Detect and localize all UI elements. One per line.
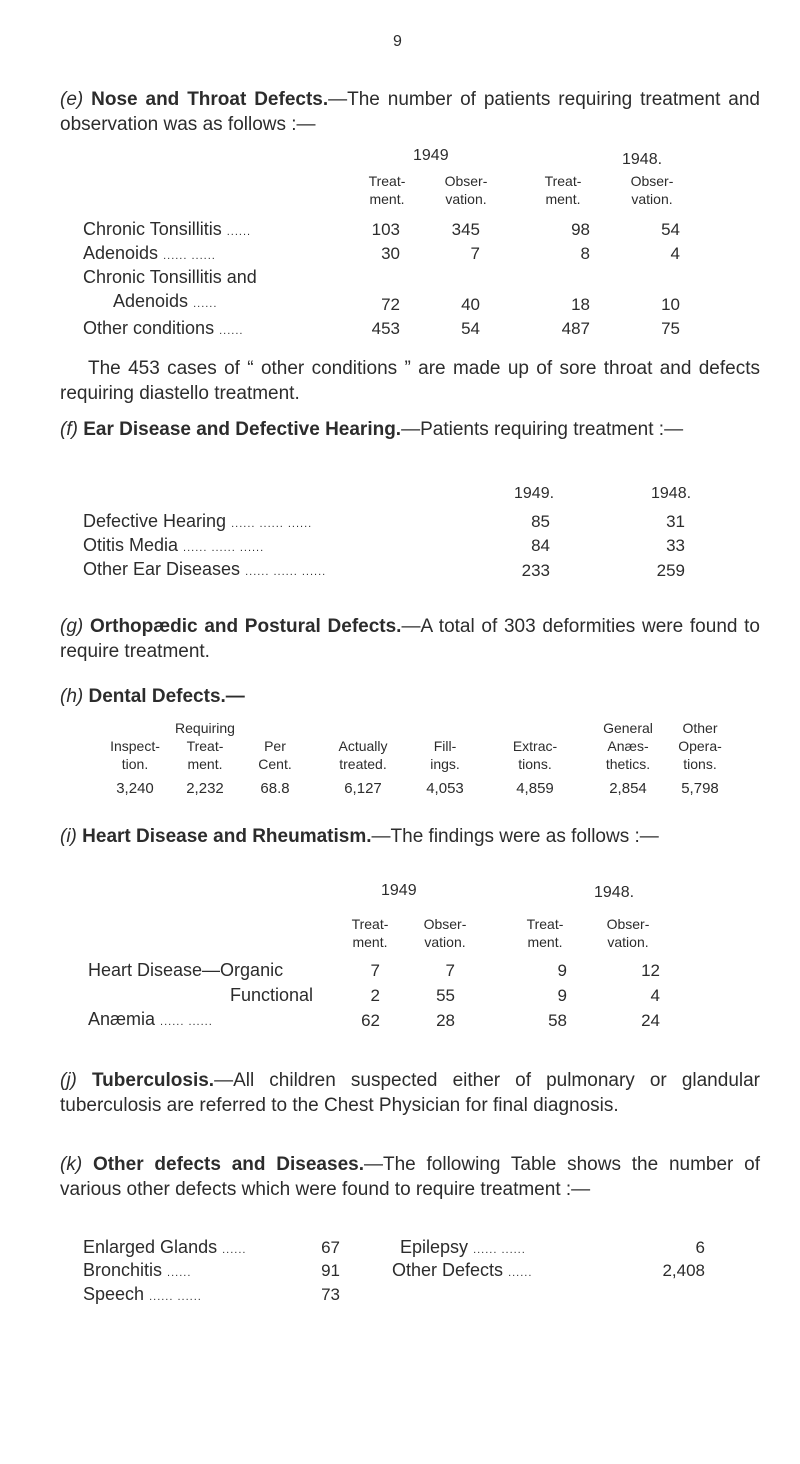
- cell: 233: [521, 561, 550, 580]
- heart-col-obs-a: Obser- vation.: [423, 916, 467, 950]
- section-intro: —The number of patients: [328, 89, 551, 110]
- heart-year-a: 1949: [381, 882, 417, 899]
- ear-year-b: 1948.: [651, 485, 692, 502]
- nt-col-treat-b: Treat- ment.: [544, 173, 582, 207]
- heart-year-b: 1948.: [594, 884, 635, 901]
- table-row-label: Chronic Tonsillitis ......: [83, 219, 252, 239]
- cell: 7: [470, 244, 480, 263]
- dental-value: 3,240: [116, 780, 154, 797]
- cell: 103: [371, 220, 400, 239]
- nt-col-treat-a: Treat- ment.: [368, 173, 406, 207]
- cell: 30: [381, 244, 400, 263]
- ear-year-a: 1949.: [514, 485, 555, 502]
- dental-heading: (h) Dental Defects.—: [60, 686, 245, 707]
- list-item: Enlarged Glands ......: [83, 1237, 247, 1257]
- cell: 24: [641, 1011, 660, 1030]
- cell: 9: [557, 961, 567, 980]
- dental-group-general: General: [603, 720, 653, 736]
- section-title: Nose and Throat Defects.: [91, 89, 329, 110]
- table-row-label: Otitis Media ...... ...... ......: [83, 535, 265, 555]
- cell: 40: [461, 295, 480, 314]
- tb-paragraph: (j) Tuberculosis.—All children suspected either of pulmonary or glandular tuberculosis are referred to the Chest Physician for final diagnosis.: [60, 1070, 760, 1116]
- list-item-value: 91: [321, 1261, 340, 1280]
- cell: 31: [666, 512, 685, 531]
- dental-col-header: Inspect- tion.: [110, 738, 160, 772]
- dental-value: 4,859: [516, 780, 554, 797]
- list-item: Epilepsy ...... ......: [400, 1237, 526, 1257]
- list-item: Bronchitis ......: [83, 1260, 192, 1280]
- cell: 8: [580, 244, 590, 263]
- cell: 12: [641, 961, 660, 980]
- list-item: Other Defects ......: [392, 1260, 533, 1280]
- dental-value: 4,053: [426, 780, 464, 797]
- dental-col-header: Per Cent.: [258, 738, 292, 772]
- cell: 10: [661, 295, 680, 314]
- dental-col-header: Extrac- tions.: [512, 738, 558, 772]
- nose-throat-note: The 453 cases of “ other conditions ” are made up of sore throat and defects requiring diastello treatment.: [60, 358, 760, 404]
- cell: 345: [451, 220, 480, 239]
- cell: 9: [557, 986, 567, 1005]
- cell: 98: [571, 220, 590, 239]
- cell: 7: [445, 961, 455, 980]
- table-row-label: Anæmia ...... ......: [88, 1009, 213, 1029]
- table-row-label: Other Ear Diseases ...... ...... ......: [83, 559, 327, 579]
- table-row-label: Heart Disease—Organic: [88, 960, 284, 980]
- other-paragraph: (k) Other defects and Diseases.—The following Table shows the number of various other defects which were found to require treatment :—: [60, 1154, 760, 1200]
- cell: 75: [661, 319, 680, 338]
- dental-value: 2,232: [186, 780, 224, 797]
- dental-col-header: Treat- ment.: [186, 738, 224, 772]
- cell: 2: [370, 986, 380, 1005]
- cell: 7: [370, 961, 380, 980]
- cell: 487: [561, 319, 590, 338]
- dental-value: 6,127: [344, 780, 382, 797]
- cell: 58: [548, 1011, 567, 1030]
- dental-value: 68.8: [260, 780, 290, 797]
- table-row-label: Other conditions ......: [83, 318, 244, 338]
- list-item-value: 2,408: [662, 1261, 705, 1280]
- heart-heading: (i) Heart Disease and Rheumatism.—The findings were as follows :—: [60, 826, 659, 847]
- dental-group-requiring: Requiring: [175, 720, 235, 736]
- nose-throat-heading: [60, 87, 760, 137]
- list-item-value: 67: [321, 1238, 340, 1257]
- dental-col-header: Anæs- thetics.: [605, 738, 651, 772]
- list-item: Speech ...... ......: [83, 1284, 202, 1304]
- cell: 28: [436, 1011, 455, 1030]
- cell: 259: [656, 561, 685, 580]
- cell: 72: [381, 295, 400, 314]
- list-item-value: 73: [321, 1285, 340, 1304]
- cell: 84: [531, 536, 550, 555]
- table-row-label: Chronic Tonsillitis and: [83, 267, 257, 287]
- cell: 18: [571, 295, 590, 314]
- dental-col-header: Fill- ings.: [430, 738, 460, 772]
- dental-group-other: Other: [682, 720, 718, 736]
- cell: 4: [670, 244, 680, 263]
- cell: 85: [531, 512, 550, 531]
- heart-col-treat-a: Treat- ment.: [351, 916, 389, 950]
- cell: 453: [371, 319, 400, 338]
- dental-col-header: Actually treated.: [338, 738, 388, 772]
- nt-year-b: 1948.: [622, 151, 663, 168]
- cell: 4: [650, 986, 660, 1005]
- section-marker: (e): [60, 89, 84, 110]
- dental-value: 5,798: [681, 780, 719, 797]
- cell: 33: [666, 536, 685, 555]
- heart-col-obs-b: Obser- vation.: [606, 916, 650, 950]
- table-row-label: Defective Hearing ...... ...... ......: [83, 511, 313, 531]
- table-row-label: Adenoids ......: [113, 291, 218, 311]
- ortho-paragraph: (g) Orthopædic and Postural Defects.—A total of 303 deformities were found to require treatment.: [60, 616, 761, 662]
- page-number: 9: [393, 33, 402, 50]
- dental-value: 2,854: [609, 780, 647, 797]
- cell: 55: [436, 986, 455, 1005]
- heart-col-treat-b: Treat- ment.: [526, 916, 564, 950]
- nt-col-obs-a: Obser- vation.: [444, 173, 488, 207]
- table-row-label: Functional: [230, 985, 314, 1005]
- dental-col-header: Opera- tions.: [678, 738, 722, 772]
- cell: 62: [361, 1011, 380, 1030]
- cell: 54: [461, 319, 480, 338]
- table-row-label: Adenoids ...... ......: [83, 243, 216, 263]
- section-intro-cont: requiring treatment and observation was as follows :—: [60, 89, 760, 135]
- cell: 54: [661, 220, 680, 239]
- nt-col-obs-b: Obser- vation.: [630, 173, 674, 207]
- nt-year-a: 1949: [413, 147, 449, 164]
- ear-heading: (f) Ear Disease and Defective Hearing.—Patients requiring treatment :—: [60, 419, 684, 440]
- list-item-value: 6: [695, 1238, 705, 1257]
